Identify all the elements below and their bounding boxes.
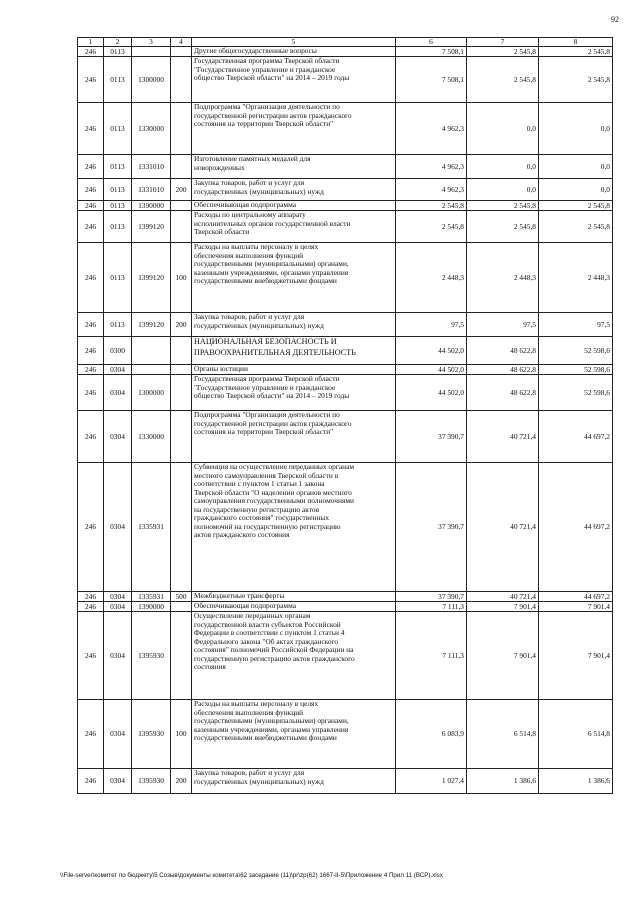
gov-code-cell: 246 [78,201,104,211]
amount-cell: 44 502,0 [396,365,467,375]
amount-cell: 7 111,3 [396,602,467,612]
table-row [78,201,613,211]
amount-cell: 52 598,6 [539,337,613,365]
description-cell [192,201,396,211]
description-cell [192,769,396,794]
description-text: Подпрограмма "Организация деятельности по государственной регистрации актов гражданского состояния на территории Тверской области" [194,410,352,437]
description-text: Закупка товаров, работ и услуг для государственных (муниципальных) нужд [194,768,324,786]
description-cell [192,313,396,337]
description-text: Государственная программа Тверской области "Государственное управление и гражданское общество Тверской области" на 2014 – 2019 годы [194,374,350,401]
amount-cell: 7 508,1 [396,47,467,57]
section-code-cell: 0113 [104,103,132,155]
description-text: Расходы на выплаты персоналу в целях обеспечения выполнения функций государственными (муниципальными) органами, казенными учреждениями, органами управления государственными внебюджетными фондами [194,242,349,286]
amount-cell: 40 721,4 [467,592,539,602]
gov-code-cell: 246 [78,313,104,337]
expense-type-cell [171,463,192,592]
amount-cell: 7 901,4 [539,602,613,612]
gov-code-cell: 246 [78,612,104,700]
article-code-cell: 1330000 [132,103,171,155]
amount-cell: 4 962,3 [396,179,467,201]
section-code-cell: 0304 [104,602,132,612]
amount-cell: 4 962,3 [396,155,467,179]
amount-cell: 7 901,4 [467,602,539,612]
table-row [78,57,613,103]
amount-cell: 48 622,8 [467,365,539,375]
article-code-cell: 1335931 [132,463,171,592]
table-row [78,769,613,794]
gov-code-cell: 246 [78,700,104,769]
description-text: Подпрограмма "Организация деятельности по государственной регистрации актов гражданского состояния на территории Тверской области" [194,102,352,129]
description-cell [192,337,396,365]
gov-code-cell: 246 [78,365,104,375]
section-code-cell: 0304 [104,375,132,411]
amount-cell: 1 386,6 [467,769,539,794]
expense-type-cell: 100 [171,700,192,769]
gov-code-cell: 246 [78,57,104,103]
amount-cell: 2 545,8 [467,47,539,57]
section-code-cell: 0113 [104,179,132,201]
amount-cell: 97,5 [396,313,467,337]
description-cell [192,179,396,201]
table-row [78,463,613,592]
description-cell [192,365,396,375]
amount-cell: 40 721,4 [467,411,539,463]
amount-cell: 7 901,4 [467,612,539,700]
gov-code-cell: 246 [78,602,104,612]
description-cell [192,612,396,700]
amount-cell: 44 697,2 [539,411,613,463]
amount-cell: 2 545,8 [396,201,467,211]
table-row [78,313,613,337]
expense-type-cell [171,103,192,155]
description-cell [192,375,396,411]
description-text: Осуществление переданных органам государственной власти субъектов Российской Федерации в соответствии с пунктом 1 статьи 4 Федерального закона "Об актах гражданского состояния" полномочий Российской Федерации на государственную регистрацию актов гражданского состояния [194,611,355,672]
amount-cell: 48 622,8 [467,375,539,411]
amount-cell: 48 622,8 [467,337,539,365]
table-row [78,211,613,243]
expense-type-cell: 200 [171,179,192,201]
article-code-cell: 1395930 [132,700,171,769]
column-header: 2 [104,38,132,47]
article-code-cell [132,47,171,57]
amount-cell: 40 721,4 [467,463,539,592]
expense-type-cell [171,57,192,103]
amount-cell: 1 386,6 [539,769,613,794]
article-code-cell: 1390000 [132,602,171,612]
amount-cell: 52 598,6 [539,365,613,375]
table-row [78,243,613,313]
section-code-cell: 0304 [104,463,132,592]
gov-code-cell: 246 [78,179,104,201]
column-header: 4 [171,38,192,47]
article-code-cell [132,365,171,375]
section-code-cell: 0113 [104,47,132,57]
amount-cell: 2 545,8 [467,201,539,211]
amount-cell: 2 448,3 [539,243,613,313]
amount-cell: 0,0 [539,179,613,201]
table-row [78,602,613,612]
description-cell [192,103,396,155]
table-row [78,411,613,463]
table-row [78,700,613,769]
amount-cell: 0,0 [467,103,539,155]
amount-cell: 1 027,4 [396,769,467,794]
amount-cell: 37 390,7 [396,411,467,463]
gov-code-cell: 246 [78,243,104,313]
amount-cell: 2 545,8 [467,211,539,243]
amount-cell: 6 083,9 [396,700,467,769]
article-code-cell: 1395930 [132,769,171,794]
article-code-cell: 1399120 [132,313,171,337]
section-code-cell: 0300 [104,337,132,365]
gov-code-cell: 246 [78,47,104,57]
table-row [78,179,613,201]
description-text: Обеспечивающая подпрограмма [194,200,297,210]
amount-cell: 2 545,8 [539,211,613,243]
gov-code-cell: 246 [78,463,104,592]
amount-cell: 6 514,8 [539,700,613,769]
amount-cell: 4 962,3 [396,103,467,155]
gov-code-cell: 246 [78,155,104,179]
description-cell [192,700,396,769]
amount-cell: 2 448,3 [396,243,467,313]
article-code-cell: 1331010 [132,179,171,201]
description-text: НАЦИОНАЛЬНАЯ БЕЗОПАСНОСТЬ И ПРАВООХРАНИТЕЛЬНАЯ ДЕЯТЕЛЬНОСТЬ [194,337,356,357]
expense-type-cell [171,211,192,243]
expense-type-cell: 500 [171,592,192,602]
expense-type-cell [171,201,192,211]
table-row [78,612,613,700]
description-text: Закупка товаров, работ и услуг для государственных (муниципальных) нужд [194,178,324,196]
section-code-cell: 0304 [104,365,132,375]
description-cell [192,47,396,57]
table-row [78,375,613,411]
amount-cell: 0,0 [467,179,539,201]
amount-cell: 37 390,7 [396,463,467,592]
file-path-footer: \\File-server\комитет по бюджету\5 Созыв\документы комитета\62 заседание (11)\pr\zp(62) 1667-II-5\Приложение 4 Прил 11 (ВСР).xlsx [60,872,443,879]
gov-code-cell: 246 [78,592,104,602]
article-code-cell: 1390000 [132,201,171,211]
description-text: Субвенция на осуществление переданных органам местного самоуправления Тверской области в соответствии с пунктом 1 статьи 1 закона Тверской области "О наделении органов местного самоуправления государственными полномочиями на государственную регистрацию актов гражданского состояния" государственных полномочий на государственную регистрацию актов гражданского состояния [194,462,355,539]
section-code-cell: 0304 [104,612,132,700]
section-code-cell: 0113 [104,243,132,313]
description-cell [192,592,396,602]
description-cell [192,243,396,313]
amount-cell: 97,5 [539,313,613,337]
amount-cell: 7 111,3 [396,612,467,700]
gov-code-cell: 246 [78,375,104,411]
column-header: 8 [539,38,613,47]
description-cell [192,602,396,612]
description-text: Межбюджетные трансферты [194,591,285,601]
article-code-cell: 1300000 [132,375,171,411]
expense-type-cell [171,155,192,179]
expense-type-cell: 200 [171,769,192,794]
description-text: Расходы на выплаты персоналу в целях обеспечения выполнения функций государственными (муниципальными) органами, казенными учреждениями, органами управления государственными внебюджетными фондами [194,699,349,743]
expense-type-cell [171,602,192,612]
column-header: 6 [396,38,467,47]
expense-type-cell [171,612,192,700]
amount-cell: 0,0 [467,155,539,179]
article-code-cell: 1331010 [132,155,171,179]
section-code-cell: 0304 [104,592,132,602]
amount-cell: 37 390,7 [396,592,467,602]
table-row [78,592,613,602]
table-row [78,103,613,155]
expense-type-cell [171,365,192,375]
description-text: Другие общегосударственные вопросы [194,46,317,56]
description-cell [192,57,396,103]
description-cell [192,411,396,463]
section-code-cell: 0113 [104,201,132,211]
description-text: Государственная программа Тверской области "Государственное управление и гражданское общество Тверской области" на 2014 – 2019 годы [194,56,350,83]
section-code-cell: 0113 [104,211,132,243]
amount-cell: 2 448,3 [467,243,539,313]
column-header: 5 [192,38,396,47]
column-header: 7 [467,38,539,47]
table-row [78,155,613,179]
amount-cell: 44 697,2 [539,463,613,592]
section-code-cell: 0304 [104,700,132,769]
budget-table [77,37,613,794]
expense-type-cell [171,47,192,57]
column-header: 3 [132,38,171,47]
section-code-cell: 0113 [104,313,132,337]
description-cell [192,155,396,179]
gov-code-cell: 246 [78,337,104,365]
amount-cell: 2 545,8 [467,57,539,103]
description-text: Органы юстиции [194,364,248,374]
description-text: Закупка товаров, работ и услуг для государственных (муниципальных) нужд [194,312,324,330]
description-text: Обеспечивающая подпрограмма [194,601,297,611]
amount-cell: 44 697,2 [539,592,613,602]
amount-cell: 44 502,0 [396,375,467,411]
amount-cell: 6 514,8 [467,700,539,769]
section-code-cell: 0113 [104,155,132,179]
amount-cell: 0,0 [539,103,613,155]
article-code-cell: 1399120 [132,211,171,243]
article-code-cell [132,337,171,365]
amount-cell: 97,5 [467,313,539,337]
section-code-cell: 0113 [104,57,132,103]
column-number-row [78,38,613,47]
amount-cell: 52 598,6 [539,375,613,411]
article-code-cell: 1300000 [132,57,171,103]
column-header: 1 [78,38,104,47]
table-row [78,365,613,375]
expense-type-cell [171,337,192,365]
description-cell [192,211,396,243]
table-row [78,47,613,57]
article-code-cell: 1330000 [132,411,171,463]
amount-cell: 7 508,1 [396,57,467,103]
expense-type-cell: 100 [171,243,192,313]
amount-cell: 0,0 [539,155,613,179]
section-code-cell: 0304 [104,411,132,463]
expense-type-cell: 200 [171,313,192,337]
expense-type-cell [171,375,192,411]
amount-cell: 2 545,8 [539,201,613,211]
amount-cell: 2 545,8 [539,47,613,57]
article-code-cell: 1399120 [132,243,171,313]
section-code-cell: 0304 [104,769,132,794]
amount-cell: 7 901,4 [539,612,613,700]
amount-cell: 2 545,8 [396,211,467,243]
gov-code-cell: 246 [78,411,104,463]
article-code-cell: 1335931 [132,592,171,602]
description-cell [192,463,396,592]
gov-code-cell: 246 [78,103,104,155]
amount-cell: 44 502,0 [396,337,467,365]
gov-code-cell: 246 [78,211,104,243]
gov-code-cell: 246 [78,769,104,794]
description-text: Изготовление памятных медалей для новорожденных [194,154,311,172]
amount-cell: 2 545,8 [539,57,613,103]
page-number: 92 [611,15,619,24]
article-code-cell: 1395930 [132,612,171,700]
table-row [78,337,613,365]
expense-type-cell [171,411,192,463]
description-text: Расходы по центральному аппарату исполнительных органов государственной власти Тверской области [194,210,351,237]
